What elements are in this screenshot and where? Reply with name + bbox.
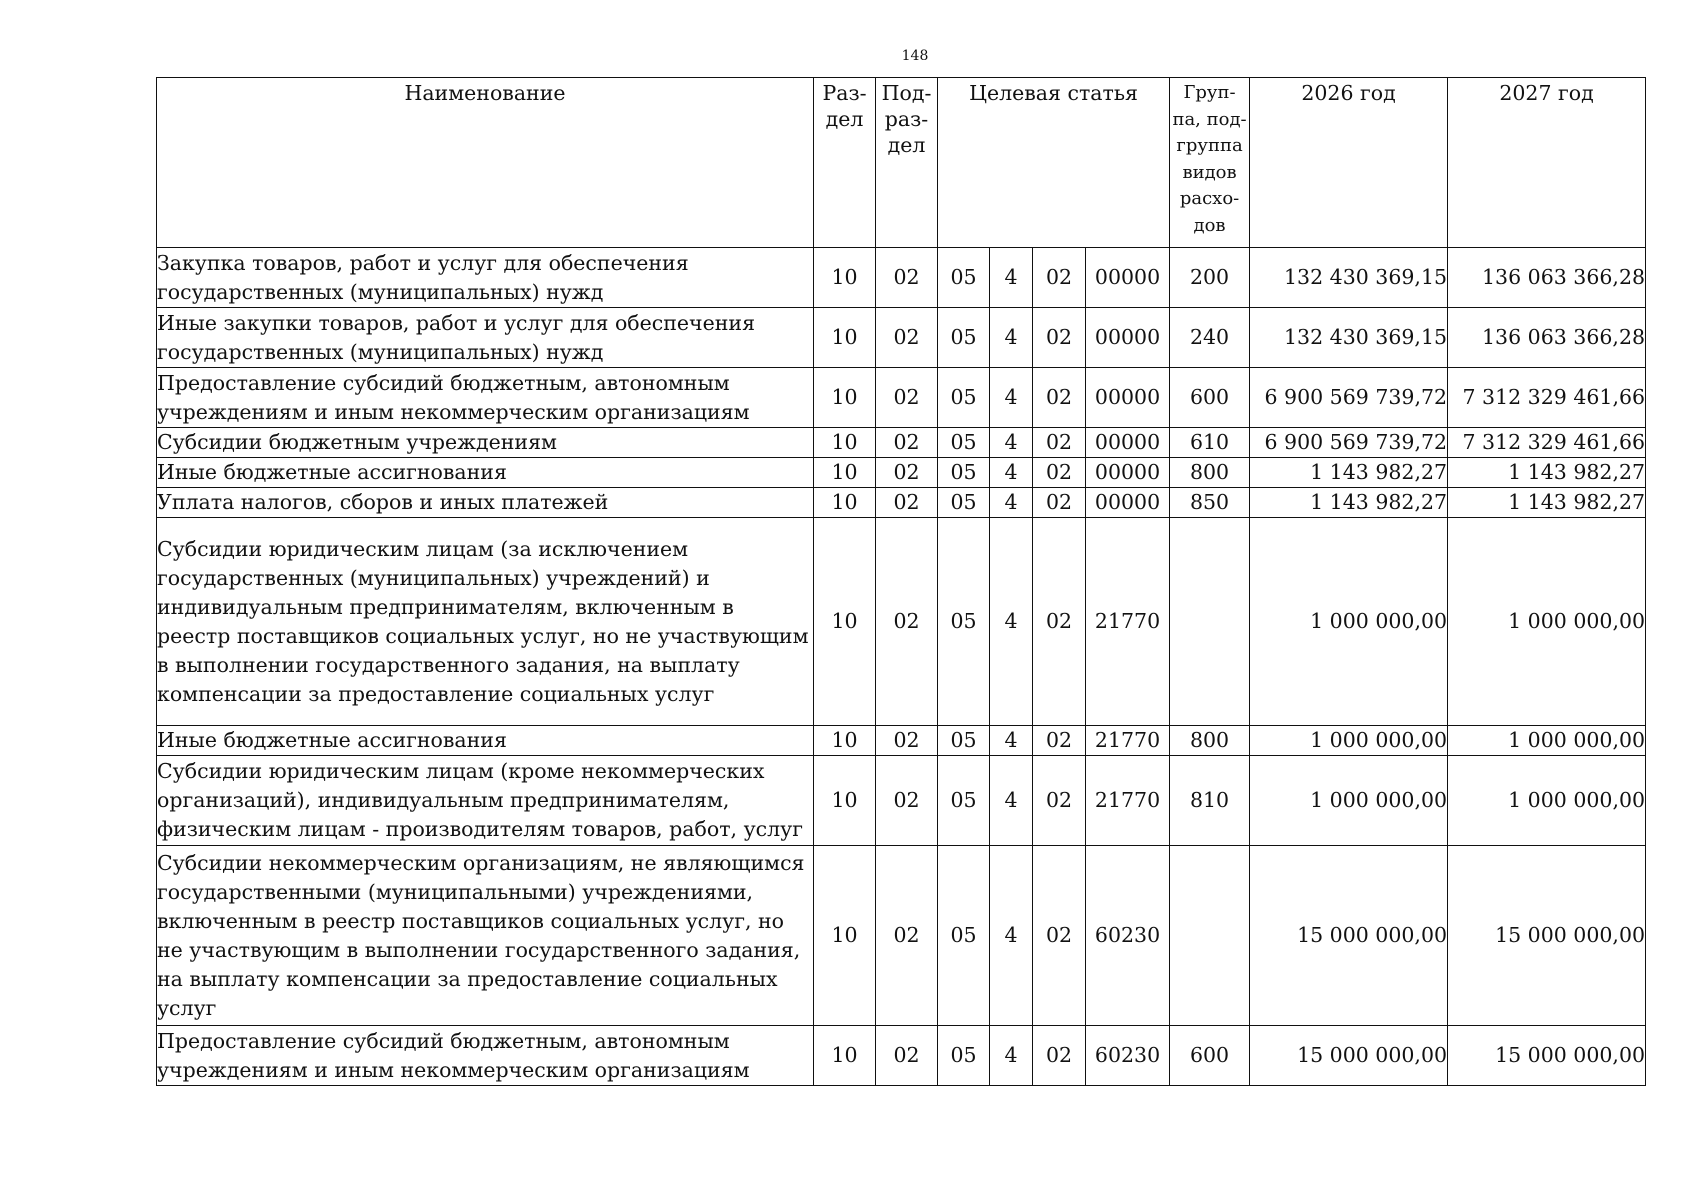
row-razdel: 10 [814,308,876,368]
row-amount-2027: 1 143 982,27 [1448,458,1646,488]
row-vid-raskhodov: 800 [1170,458,1250,488]
row-vid-raskhodov: 610 [1170,428,1250,458]
row-cs-direction: 00000 [1086,488,1170,518]
row-razdel: 10 [814,368,876,428]
row-cs-program: 05 [938,368,990,428]
row-cs-program: 05 [938,458,990,488]
row-name: Субсидии юридическим лицам (за исключением государственных (муниципальных) учреждений) и индивидуальным предпринимателям, включенным в реестр поставщиков социальных услуг, но не участвующим в выполнении государственного задания, на выплату компенсации за предоставление социальных услуг [157,518,814,726]
row-amount-2026: 15 000 000,00 [1250,1026,1448,1086]
table-row [157,308,1646,368]
table-row [157,756,1646,846]
row-cs-direction: 21770 [1086,726,1170,756]
row-razdel: 10 [814,428,876,458]
row-amount-2026: 6 900 569 739,72 [1250,428,1448,458]
row-cs-subprogram: 02 [1033,756,1086,846]
row-amount-2027: 7 312 329 461,66 [1448,428,1646,458]
row-cs-direction: 00000 [1086,458,1170,488]
row-cs-program: 05 [938,248,990,308]
row-cs-subprogram: 02 [1033,458,1086,488]
row-vid-raskhodov [1170,846,1250,1026]
row-podrazdel: 02 [876,756,938,846]
row-name: Предоставление субсидий бюджетным, автономным учреждениям и иным некоммерческим организациям [157,1026,814,1086]
row-amount-2026: 1 000 000,00 [1250,756,1448,846]
header-name: Наименование [157,78,814,248]
row-cs-direction: 00000 [1086,428,1170,458]
row-podrazdel: 02 [876,368,938,428]
row-razdel: 10 [814,488,876,518]
row-amount-2027: 15 000 000,00 [1448,1026,1646,1086]
row-cs-program: 05 [938,308,990,368]
row-vid-raskhodov: 200 [1170,248,1250,308]
header-podrazdel: Под- раз- дел [876,78,938,248]
row-amount-2027: 7 312 329 461,66 [1448,368,1646,428]
row-podrazdel: 02 [876,248,938,308]
row-amount-2026: 1 000 000,00 [1250,726,1448,756]
row-razdel: 10 [814,458,876,488]
row-cs-type: 4 [990,458,1033,488]
budget-table [156,77,1646,1086]
row-cs-program: 05 [938,846,990,1026]
row-cs-direction: 00000 [1086,248,1170,308]
header-row [157,78,1646,248]
row-cs-subprogram: 02 [1033,308,1086,368]
row-vid-raskhodov: 600 [1170,368,1250,428]
page-number: 148 [901,48,929,64]
row-podrazdel: 02 [876,846,938,1026]
row-cs-direction: 00000 [1086,368,1170,428]
header-celevaya-statya: Целевая статья [938,78,1170,248]
row-cs-direction: 21770 [1086,756,1170,846]
row-cs-subprogram: 02 [1033,248,1086,308]
row-razdel: 10 [814,518,876,726]
row-podrazdel: 02 [876,726,938,756]
row-amount-2027: 1 000 000,00 [1448,726,1646,756]
row-podrazdel: 02 [876,1026,938,1086]
row-cs-direction: 60230 [1086,846,1170,1026]
row-amount-2026: 15 000 000,00 [1250,846,1448,1026]
table-row [157,518,1646,726]
row-vid-raskhodov: 810 [1170,756,1250,846]
row-podrazdel: 02 [876,488,938,518]
row-razdel: 10 [814,248,876,308]
row-name: Иные закупки товаров, работ и услуг для обеспечения государственных (муниципальных) нужд [157,308,814,368]
row-razdel: 10 [814,846,876,1026]
row-amount-2026: 132 430 369,15 [1250,248,1448,308]
row-podrazdel: 02 [876,458,938,488]
row-name: Субсидии юридическим лицам (кроме некоммерческих организаций), индивидуальным предпринимателям, физическим лицам - производителям товаров, работ, услуг [157,756,814,846]
row-razdel: 10 [814,1026,876,1086]
table-row [157,368,1646,428]
header-2026: 2026 год [1250,78,1448,248]
row-amount-2026: 6 900 569 739,72 [1250,368,1448,428]
row-amount-2026: 132 430 369,15 [1250,308,1448,368]
row-vid-raskhodov: 600 [1170,1026,1250,1086]
row-razdel: 10 [814,726,876,756]
table-row [157,248,1646,308]
row-cs-type: 4 [990,846,1033,1026]
row-cs-direction: 60230 [1086,1026,1170,1086]
row-podrazdel: 02 [876,308,938,368]
row-name: Предоставление субсидий бюджетным, автономным учреждениям и иным некоммерческим организациям [157,368,814,428]
row-amount-2027: 1 000 000,00 [1448,756,1646,846]
row-cs-type: 4 [990,518,1033,726]
row-vid-raskhodov [1170,518,1250,726]
row-name: Субсидии бюджетным учреждениям [157,428,814,458]
row-amount-2026: 1 143 982,27 [1250,458,1448,488]
row-cs-subprogram: 02 [1033,846,1086,1026]
row-cs-type: 4 [990,248,1033,308]
row-cs-subprogram: 02 [1033,726,1086,756]
row-cs-type: 4 [990,756,1033,846]
row-cs-subprogram: 02 [1033,518,1086,726]
table-row [157,726,1646,756]
row-amount-2027: 1 000 000,00 [1448,518,1646,726]
row-cs-program: 05 [938,756,990,846]
row-cs-program: 05 [938,488,990,518]
row-amount-2027: 15 000 000,00 [1448,846,1646,1026]
row-cs-type: 4 [990,368,1033,428]
row-cs-program: 05 [938,428,990,458]
row-vid-raskhodov: 240 [1170,308,1250,368]
row-cs-type: 4 [990,488,1033,518]
row-amount-2027: 136 063 366,28 [1448,308,1646,368]
row-cs-subprogram: 02 [1033,488,1086,518]
table-row [157,488,1646,518]
row-name: Уплата налогов, сборов и иных платежей [157,488,814,518]
row-vid-raskhodov: 800 [1170,726,1250,756]
row-name: Субсидии некоммерческим организациям, не являющимся государственными (муниципальными) учреждениями, включенным в реестр поставщиков социальных услуг, но не участвующим в выполнении государственного задания, на выплату компенсации за предоставление социальных услуг [157,846,814,1026]
table-row [157,1026,1646,1086]
row-podrazdel: 02 [876,428,938,458]
row-amount-2026: 1 000 000,00 [1250,518,1448,726]
row-name: Иные бюджетные ассигнования [157,726,814,756]
row-amount-2026: 1 143 982,27 [1250,488,1448,518]
row-name: Закупка товаров, работ и услуг для обеспечения государственных (муниципальных) нужд [157,248,814,308]
row-amount-2027: 1 143 982,27 [1448,488,1646,518]
row-cs-program: 05 [938,518,990,726]
row-cs-subprogram: 02 [1033,428,1086,458]
header-razdel: Раз- дел [814,78,876,248]
row-razdel: 10 [814,756,876,846]
row-cs-type: 4 [990,308,1033,368]
table-row [157,458,1646,488]
header-2027: 2027 год [1448,78,1646,248]
table-row [157,846,1646,1026]
row-cs-type: 4 [990,428,1033,458]
row-name: Иные бюджетные ассигнования [157,458,814,488]
row-cs-direction: 21770 [1086,518,1170,726]
row-amount-2027: 136 063 366,28 [1448,248,1646,308]
row-cs-type: 4 [990,726,1033,756]
header-gruppa: Груп- па, под- группа видов расхо- дов [1170,78,1250,248]
row-cs-direction: 00000 [1086,308,1170,368]
row-cs-type: 4 [990,1026,1033,1086]
row-cs-subprogram: 02 [1033,1026,1086,1086]
row-cs-subprogram: 02 [1033,368,1086,428]
row-cs-program: 05 [938,1026,990,1086]
row-podrazdel: 02 [876,518,938,726]
row-vid-raskhodov: 850 [1170,488,1250,518]
row-cs-program: 05 [938,726,990,756]
table-row [157,428,1646,458]
